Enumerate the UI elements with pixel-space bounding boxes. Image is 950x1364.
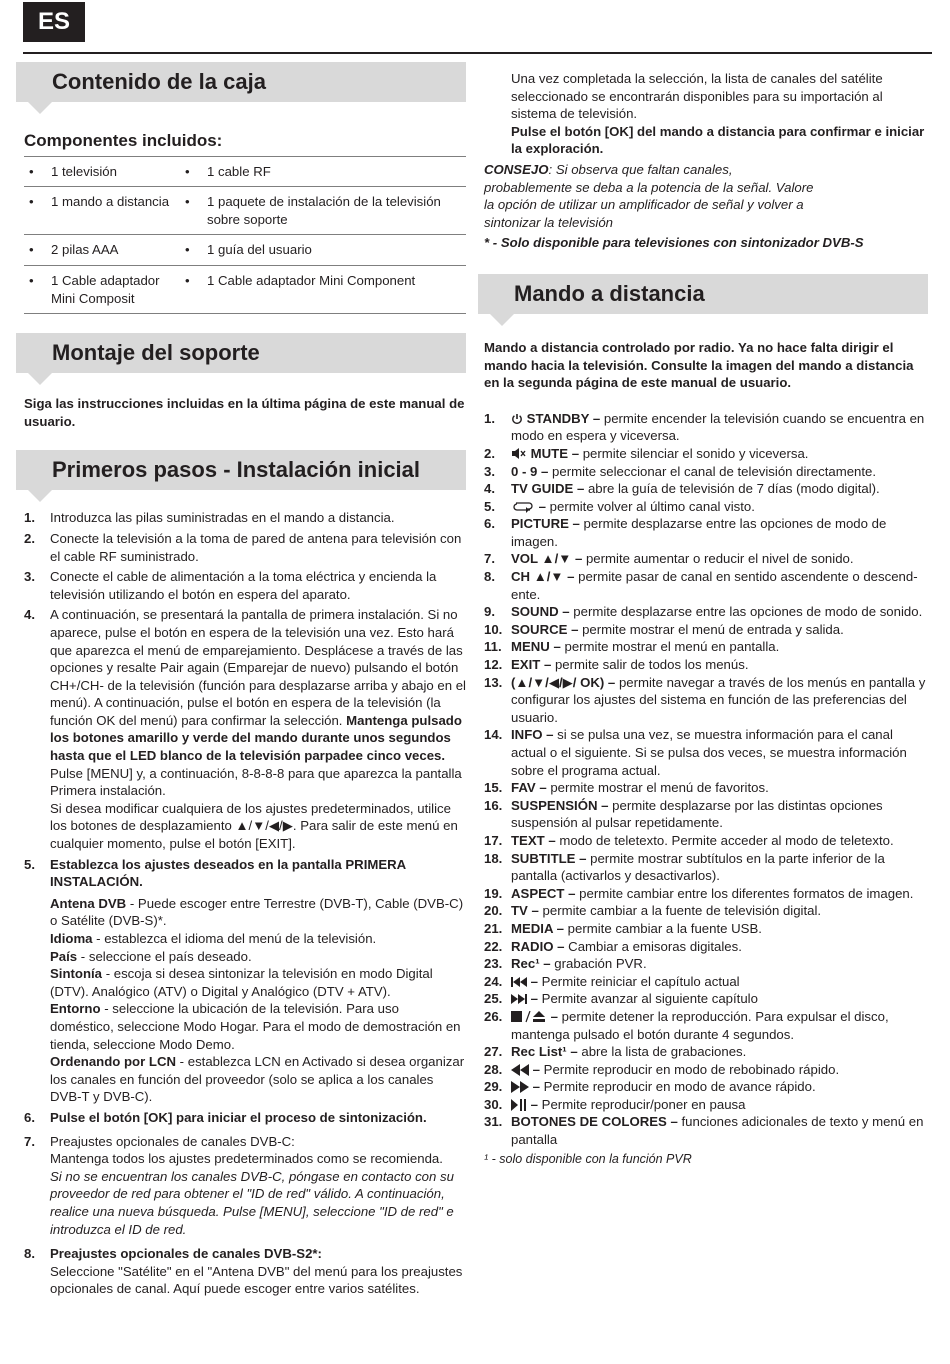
button-name: MENU –	[511, 639, 561, 655]
list-item	[484, 1061, 928, 1079]
component-name: 1 Cable adaptador Mini Composit	[51, 272, 160, 306]
item-number: 5.	[484, 498, 495, 514]
table-row	[24, 235, 466, 266]
item-number: 18.	[484, 850, 503, 866]
item-number: 25.	[484, 991, 503, 1007]
step-text-bold: Establezca los ajustes deseados en la pantalla PRIMERA INSTALACIÓN.	[50, 856, 406, 890]
item-number: 11.	[484, 639, 502, 655]
button-name: STANDBY –	[526, 410, 601, 426]
button-desc: modo de teletexto. Permite acceder al modo de teletexto.	[555, 832, 894, 848]
button-name: RADIO –	[511, 938, 565, 954]
item-number: 2.	[484, 445, 495, 461]
setting-item	[50, 1053, 466, 1106]
section-banner-first	[16, 450, 466, 490]
button-desc: permite volver al último canal visto.	[546, 498, 755, 514]
language-tag: ES	[23, 2, 85, 42]
skip-forward-icon	[511, 991, 527, 1006]
stop-eject-icon	[511, 1009, 547, 1024]
setting-item	[50, 1000, 466, 1053]
step-text-bold: Pulse el botón [OK] para iniciar el proceso de sintonización.	[50, 1109, 427, 1125]
list-item	[484, 480, 928, 498]
list-item: 5. Establezca los ajustes deseados en la pantalla PRIMERA INSTALACIÓN. Antena DVB - Puede escoger entre Terrestre (DVB-T), Cable (DVB-C) o Satélite (DVB-S)*. Idioma - establezca el idioma del menú de la televisión. País - seleccione el país deseado. Sintonía - escoja si desea sintonizar la televisión en modo Digital (DTV). Analógico (ATV) o Digital y Analógico (DTV + ATV). Entorno - seleccione la ubicación de la televisión. Para uso doméstico, seleccione Modo Hogar. Para el modo de demostración en tienda, seleccione Modo Demo. Ordenando por LCN - establezca LCN en Activado si desea organizar los canales en función del proveedor (solo se aplica a los canales DVB-T y DVB-C).	[24, 856, 465, 1105]
button-name: SUSPENSIÓN –	[511, 797, 609, 813]
list-item	[484, 638, 928, 656]
list-item: 1. Introduzca las pilas suministradas en el mando a distancia.	[24, 509, 466, 527]
button-name: TEXT –	[511, 832, 556, 848]
list-item	[484, 568, 928, 603]
button-name: Rec List¹ –	[511, 1044, 578, 1060]
button-desc: Permite reproducir/poner en pausa	[538, 1096, 746, 1112]
button-name: BOTONES DE COLORES –	[511, 1114, 678, 1130]
bullet: •	[185, 242, 190, 258]
section-banner-stand	[16, 333, 466, 373]
bullet: •	[185, 163, 190, 179]
button-desc: Permite reproducir en modo de avance rápido.	[540, 1079, 816, 1095]
list-item: 3. Conecte el cable de alimentación a la toma eléctrica y encienda la televisión utilizando el botón en espera del aparato.	[24, 568, 466, 603]
button-name: –	[532, 1079, 541, 1095]
button-name: –	[538, 498, 547, 514]
item-number: 12.	[484, 657, 503, 673]
list-item	[484, 902, 928, 920]
button-desc: permite salir de todos los menús.	[551, 657, 749, 673]
item-number: 20.	[484, 903, 503, 919]
setting-desc: - Puede escoger entre Terrestre (DVB-T), Cable (DVB-C) o Satélite (DVB-S)*.	[50, 895, 464, 929]
setting-name: País	[50, 948, 78, 964]
list-item	[484, 498, 928, 516]
step-text: A continuación, se presentará la pantalla de primera instalación. Si no aparece, pulse el botón en espera de la televisión una vez. Esto hará que aparezca el menú de emparejamiento. Desplácese a través de las opciones y resalte Pair again (Emparejar de nuevo) pulsando el botón CH+/CH- de la televisión (función para desplazarse arriba y abajo en el menú). A continuación, pulse el botón en espera de la televisión (la función OK del menú) para confirmar la selección.	[50, 607, 466, 728]
setting-item	[50, 948, 466, 966]
button-desc: permite cambiar entre los diferentes formatos de imagen.	[575, 885, 914, 901]
list-item	[484, 797, 928, 832]
button-desc: permite cambiar a la fuente USB.	[564, 920, 762, 936]
list-item	[24, 193, 180, 211]
list-item	[484, 779, 928, 797]
remote-buttons-list	[484, 410, 928, 1149]
return-icon	[511, 499, 535, 514]
step-text: Conecte la televisión a la toma de pared de antena para televisión con el cable RF suministrado.	[50, 530, 462, 564]
list-item	[180, 241, 466, 259]
list-item	[24, 163, 180, 181]
list-item	[24, 241, 180, 259]
item-number: 31.	[484, 1114, 503, 1130]
step-text: Preajustes opcionales de canales DVB-C:	[50, 1133, 295, 1149]
list-item	[24, 272, 180, 307]
button-desc: grabación PVR.	[550, 956, 647, 972]
button-name: VOL ▲/▼ –	[511, 551, 583, 567]
setting-name: Sintonía	[50, 966, 103, 982]
button-name: SOURCE –	[511, 621, 579, 637]
component-name: 1 paquete de instalación de la televisión sobre soporte	[207, 194, 441, 227]
button-name: 0 - 9 –	[511, 463, 549, 479]
component-name: 2 pilas AAA	[51, 242, 119, 258]
item-number: 19.	[484, 885, 503, 901]
button-name: EXIT –	[511, 657, 552, 673]
components-table	[24, 156, 466, 315]
list-item: 4. A continuación, se presentará la pantalla de primera instalación. Si no aparece, pulse el botón en espera de la televisión una vez. Esto hará que aparezca el menú de emparejamiento. Desplácese a través de las opciones y resalte Pair again (Emparejar de nuevo) pulsando el botón CH+/CH- de la televisión (función para desplazarse arriba y abajo en el menú). A continuación, pulse el botón en espera de la televisión (la función OK del menú) para confirmar la selección. Mantenga pulsado los botones amarillo y verde del mando durante unos segundos hasta que el LED blanco de la televisión parpadee cinco veces. Pulse [MENU] y, a continuación, 8-8-8-8 para que aparezca la pantalla Primera instalación. Si desea modificar cualquiera de los ajustes predeterminados, utilice los botones de desplazamiento ▲/▼/◀/▶. Para salir de este menú en cualquier momento, pulse el botón [EXIT].	[24, 607, 466, 852]
table-row	[24, 265, 466, 313]
button-name: MEDIA –	[511, 920, 565, 936]
bullet: •	[29, 272, 34, 288]
pvr-footnote: ¹ - solo disponible con la función PVR	[484, 1151, 692, 1166]
button-desc: Permite reiniciar el capítulo actual	[538, 973, 740, 989]
bullet: •	[29, 163, 34, 179]
step-text: Si desea modificar cualquiera de los ajustes predeterminados, utilice los botones de desplazamiento ▲/▼/◀/▶. Para salir de este menú en cualquier momento, pulse el botón [EXIT].	[50, 800, 458, 852]
list-item	[484, 832, 928, 850]
list-item	[484, 674, 928, 727]
dvbs-note: * - Solo disponible para televisiones con sintonizador DVB-S	[484, 235, 864, 251]
section-banner-box	[16, 62, 466, 102]
list-item: 7. Preajustes opcionales de canales DVB-C: Mantenga todos los ajustes predeterminados como se recomienda. Si no se encuentran los canales DVB-C, póngase en contacto con su proveedor de red para obtener el "ID de red" válido. A continuación, realice una nueva búsqueda. Pulse [MENU], seleccione "ID de red" e introduzca el ID de red.	[24, 1133, 466, 1243]
setting-item	[50, 930, 466, 948]
top-rule	[23, 52, 932, 54]
item-number: 30.	[484, 1096, 503, 1112]
item-number: 24.	[484, 973, 503, 989]
table-row	[24, 187, 466, 235]
list-item	[484, 850, 928, 885]
list-item: 8. Preajustes opcionales de canales DVB-S2*: Seleccione "Satélite" en el "Antena DVB" del menú para los preajustes opcionales de canal. Aquí puede escoger entre varios satélites.	[24, 1245, 466, 1298]
item-number: 26.	[484, 1008, 503, 1024]
button-desc: Permite avanzar al siguiente capítulo	[538, 991, 758, 1007]
button-desc: Permite reproducir en modo de rebobinado rápido.	[540, 1061, 840, 1077]
item-number: 17.	[484, 832, 503, 848]
setting-name: Idioma	[50, 931, 93, 946]
button-name: Rec¹ –	[511, 956, 551, 972]
play-pause-icon	[511, 1097, 527, 1112]
list-item	[484, 1096, 928, 1114]
list-item	[180, 163, 466, 181]
mute-icon	[511, 446, 527, 461]
item-number: 8.	[484, 569, 495, 585]
list-item	[484, 726, 928, 779]
button-desc: permite mostrar el menú de entrada y salida.	[578, 621, 844, 637]
component-name: 1 mando a distancia	[51, 194, 170, 210]
continuation-text: Una vez completada la selección, la lista de canales del satélite seleccionado se encontrarán disponibles para su importación al sistema de televisión.	[511, 71, 883, 122]
list-item	[484, 603, 928, 621]
button-name: –	[530, 1096, 539, 1112]
item-number: 14.	[484, 727, 503, 743]
list-item	[484, 550, 928, 568]
step-text: Mantenga todos los ajustes predeterminados como se recomienda.	[50, 1151, 443, 1167]
item-number: 27.	[484, 1044, 503, 1060]
step-text: Conecte el cable de alimentación a la toma eléctrica y encienda la televisión utilizando el botón en espera del aparato.	[50, 569, 437, 602]
button-name: PICTURE –	[511, 516, 580, 532]
stand-note: Siga las instrucciones incluidas en la última página de este manual de usuario.	[24, 396, 465, 429]
list-item	[180, 272, 466, 290]
bullet: •	[29, 194, 34, 210]
install-steps	[24, 509, 466, 1298]
list-item	[484, 621, 928, 639]
list-item	[484, 955, 928, 973]
setting-desc: - establezca el idioma del menú de la televisión.	[92, 931, 377, 946]
item-number: 10.	[484, 621, 503, 637]
button-desc: permite desplazarse entre las opciones de modo de sonido.	[569, 604, 923, 620]
components-title: Componentes incluidos:	[24, 131, 223, 150]
component-name: 1 guía del usuario	[207, 242, 312, 258]
button-desc: permite mostrar subtítulos en la parte inferior de la pantalla (activarlos y desactivarlos).	[511, 850, 885, 884]
item-number: 1.	[484, 410, 495, 426]
step-text-italic: Si no se encuentran los canales DVB-C, póngase en contacto con su proveedor de red para obtener el "ID de red" válido. A continuación, realice una nueva búsqueda. Pulse [MENU], seleccione "ID de red" e introduzca el ID de red.	[50, 1168, 454, 1237]
button-desc: permite mostrar el menú en pantalla.	[560, 639, 780, 655]
setting-desc: - seleccione el país deseado.	[77, 948, 252, 964]
settings-list	[50, 895, 466, 1106]
setting-name: Antena DVB	[50, 895, 127, 911]
button-desc: permite desplazarse entre las opciones de modo de imagen.	[511, 516, 887, 549]
button-desc: permite mostrar el menú de favoritos.	[546, 780, 769, 796]
setting-desc: - seleccione la ubicación de la televisión. Para uso doméstico, seleccione Modo Hogar. Para el modo de demostración en tienda, seleccione Modo Demo.	[50, 1001, 461, 1052]
list-item	[484, 1008, 928, 1043]
button-desc: abre la guía de televisión de 7 días (modo digital).	[584, 481, 880, 497]
section-title-first: Primeros pasos - Instalación inicial	[52, 457, 421, 483]
list-item	[484, 1043, 928, 1061]
list-item	[484, 1078, 928, 1096]
item-number: 3.	[484, 463, 495, 479]
button-desc: permite seleccionar el canal de televisión directamente.	[548, 463, 877, 479]
step-text: Seleccione "Satélite" en el "Antena DVB" del menú para los preajustes opcionales de canal. Aquí puede escoger entre varios satélites.	[50, 1263, 463, 1297]
button-name: TV –	[511, 903, 539, 919]
button-desc: permite cambiar a la fuente de televisión digital.	[538, 903, 822, 919]
skip-back-icon	[511, 974, 527, 989]
banner-notch	[28, 490, 52, 502]
component-name: 1 Cable adaptador Mini Component	[207, 272, 416, 288]
button-name: –	[530, 991, 539, 1007]
step-text-bold: Mantenga pulsado los botones amarillo y verde del mando durante unos segundos hasta que el LED blanco de la televisión parpadee cinco veces.	[50, 712, 462, 764]
button-name: SOUND –	[511, 604, 570, 620]
list-item	[484, 973, 928, 991]
setting-name: Entorno	[50, 1001, 101, 1017]
banner-notch	[490, 314, 514, 326]
button-name: –	[550, 1008, 559, 1024]
setting-item	[50, 965, 466, 1000]
section-title-remote: Mando a distancia	[514, 280, 705, 306]
item-number: 29.	[484, 1079, 503, 1095]
bullet: •	[185, 194, 190, 210]
setting-desc: - escoja si desea sintonizar la televisión en modo Digital (DTV). Analógico (ATV) o Digital y Analógico (DTV + ATV).	[50, 966, 433, 999]
list-item	[484, 463, 928, 481]
button-desc: Cambiar a emisoras digitales.	[564, 938, 742, 954]
item-number: 21.	[484, 920, 503, 936]
bullet: •	[29, 242, 34, 258]
list-item: 2. Conecte la televisión a la toma de pared de antena para televisión con el cable RF suministrado.	[24, 530, 466, 565]
button-desc: permite aumentar o reducir el nivel de sonido.	[582, 551, 854, 567]
list-item	[484, 445, 928, 463]
item-number: 4.	[484, 481, 495, 497]
button-desc: permite pasar de canal en sentido ascendente o descend-ente.	[511, 569, 918, 602]
list-item	[484, 1113, 928, 1148]
list-item	[484, 920, 928, 938]
button-name: –	[530, 973, 539, 989]
continuation-text-bold: Pulse el botón [OK] del mando a distancia para confirmar e iniciar la exploración.	[511, 123, 925, 157]
bullet: •	[185, 272, 190, 288]
step-text-bold: Preajustes opcionales de canales DVB-S2*:	[50, 1246, 322, 1262]
list-item	[484, 410, 928, 445]
banner-notch	[28, 102, 52, 114]
setting-name: Ordenando por LCN	[50, 1054, 177, 1070]
button-name: SUBTITLE –	[511, 850, 587, 866]
component-name: 1 televisión	[51, 163, 117, 179]
section-title-box: Contenido de la caja	[52, 69, 266, 94]
button-desc: permite silenciar el sonido y viceversa.	[579, 445, 809, 461]
button-name: ASPECT –	[511, 885, 576, 901]
item-number: 28.	[484, 1061, 503, 1077]
button-desc: permite desplazarse por las distintas opciones suspensión al pulsar repetidamente.	[511, 797, 883, 831]
button-desc: permite navegar a través de los menús en pantalla y configurar los ajustes del sistema en función de las preferencias del usuario.	[511, 674, 926, 725]
left-column	[16, 62, 466, 1301]
button-desc: permite encender la televisión cuando se encuentra en modo en espera y viceversa.	[511, 410, 925, 444]
list-item: 6. Pulse el botón [OK] para iniciar el proceso de sintonización.	[24, 1109, 466, 1130]
item-number: 16.	[484, 797, 503, 813]
remote-intro: Mando a distancia controlado por radio. Ya no hace falta dirigir el mando hacia la televisión. Consulte la imagen del mando a distancia en la segunda página de este manual de usuario.	[484, 339, 914, 391]
setting-desc: - establezca LCN en Activado si desea organizar los canales en función del proveedor (solo se aplica a los canales DVB-T y DVB-C).	[50, 1054, 465, 1105]
button-name: TV GUIDE –	[511, 481, 585, 497]
setting-item	[50, 895, 466, 930]
list-item	[180, 193, 466, 228]
list-item	[484, 938, 928, 956]
item-number: 15.	[484, 780, 503, 796]
power-icon	[511, 411, 523, 426]
item-number: 13.	[484, 674, 503, 690]
list-item	[484, 515, 928, 550]
section-banner-remote	[478, 274, 928, 314]
item-number: 22.	[484, 938, 503, 954]
item-number: 7.	[484, 551, 495, 567]
fast-forward-icon	[511, 1079, 529, 1094]
item-number: 9.	[484, 604, 495, 620]
button-desc: permite detener la reproducción. Para expulsar el disco, mantenga pulsado el botón durante 4 segundos.	[511, 1008, 889, 1042]
button-name: (▲/▼/◀/▶/ OK) –	[511, 674, 616, 690]
list-item	[484, 656, 928, 674]
button-name: –	[532, 1061, 541, 1077]
button-desc: si se pulsa una vez, se muestra información para el canal actual o el siguiente. Si se pulsa dos veces, se muestra información sobre el programa actual.	[511, 727, 907, 778]
button-name: MUTE –	[530, 445, 580, 461]
rewind-icon	[511, 1062, 529, 1077]
button-name: CH ▲/▼ –	[511, 569, 575, 585]
table-row	[24, 156, 466, 187]
button-desc: funciones adicionales de texto y menú en pantalla	[511, 1114, 924, 1148]
button-name: INFO –	[511, 727, 554, 743]
list-item	[484, 990, 928, 1008]
tip-text: CONSEJO: Si observa que faltan canales, probablemente se deba a la potencia de la señal. Valore la opción de utilizar un amplificador de señal y volver a sintonizar la televisión	[484, 161, 814, 230]
button-name: FAV –	[511, 780, 547, 796]
section-title-stand: Montaje del soporte	[52, 340, 260, 366]
step-text: Introduzca las pilas suministradas en el mando a distancia.	[50, 510, 395, 526]
right-column	[478, 70, 928, 1168]
item-number: 6.	[484, 516, 495, 532]
button-desc: abre la lista de grabaciones.	[577, 1044, 747, 1060]
list-item	[484, 885, 928, 903]
item-number: 23.	[484, 956, 503, 972]
component-name: 1 cable RF	[207, 163, 271, 179]
step-text: Pulse [MENU] y, a continuación, 8-8-8-8 para que aparezca la pantalla Primera instalación.	[50, 765, 462, 799]
banner-notch	[28, 373, 52, 385]
